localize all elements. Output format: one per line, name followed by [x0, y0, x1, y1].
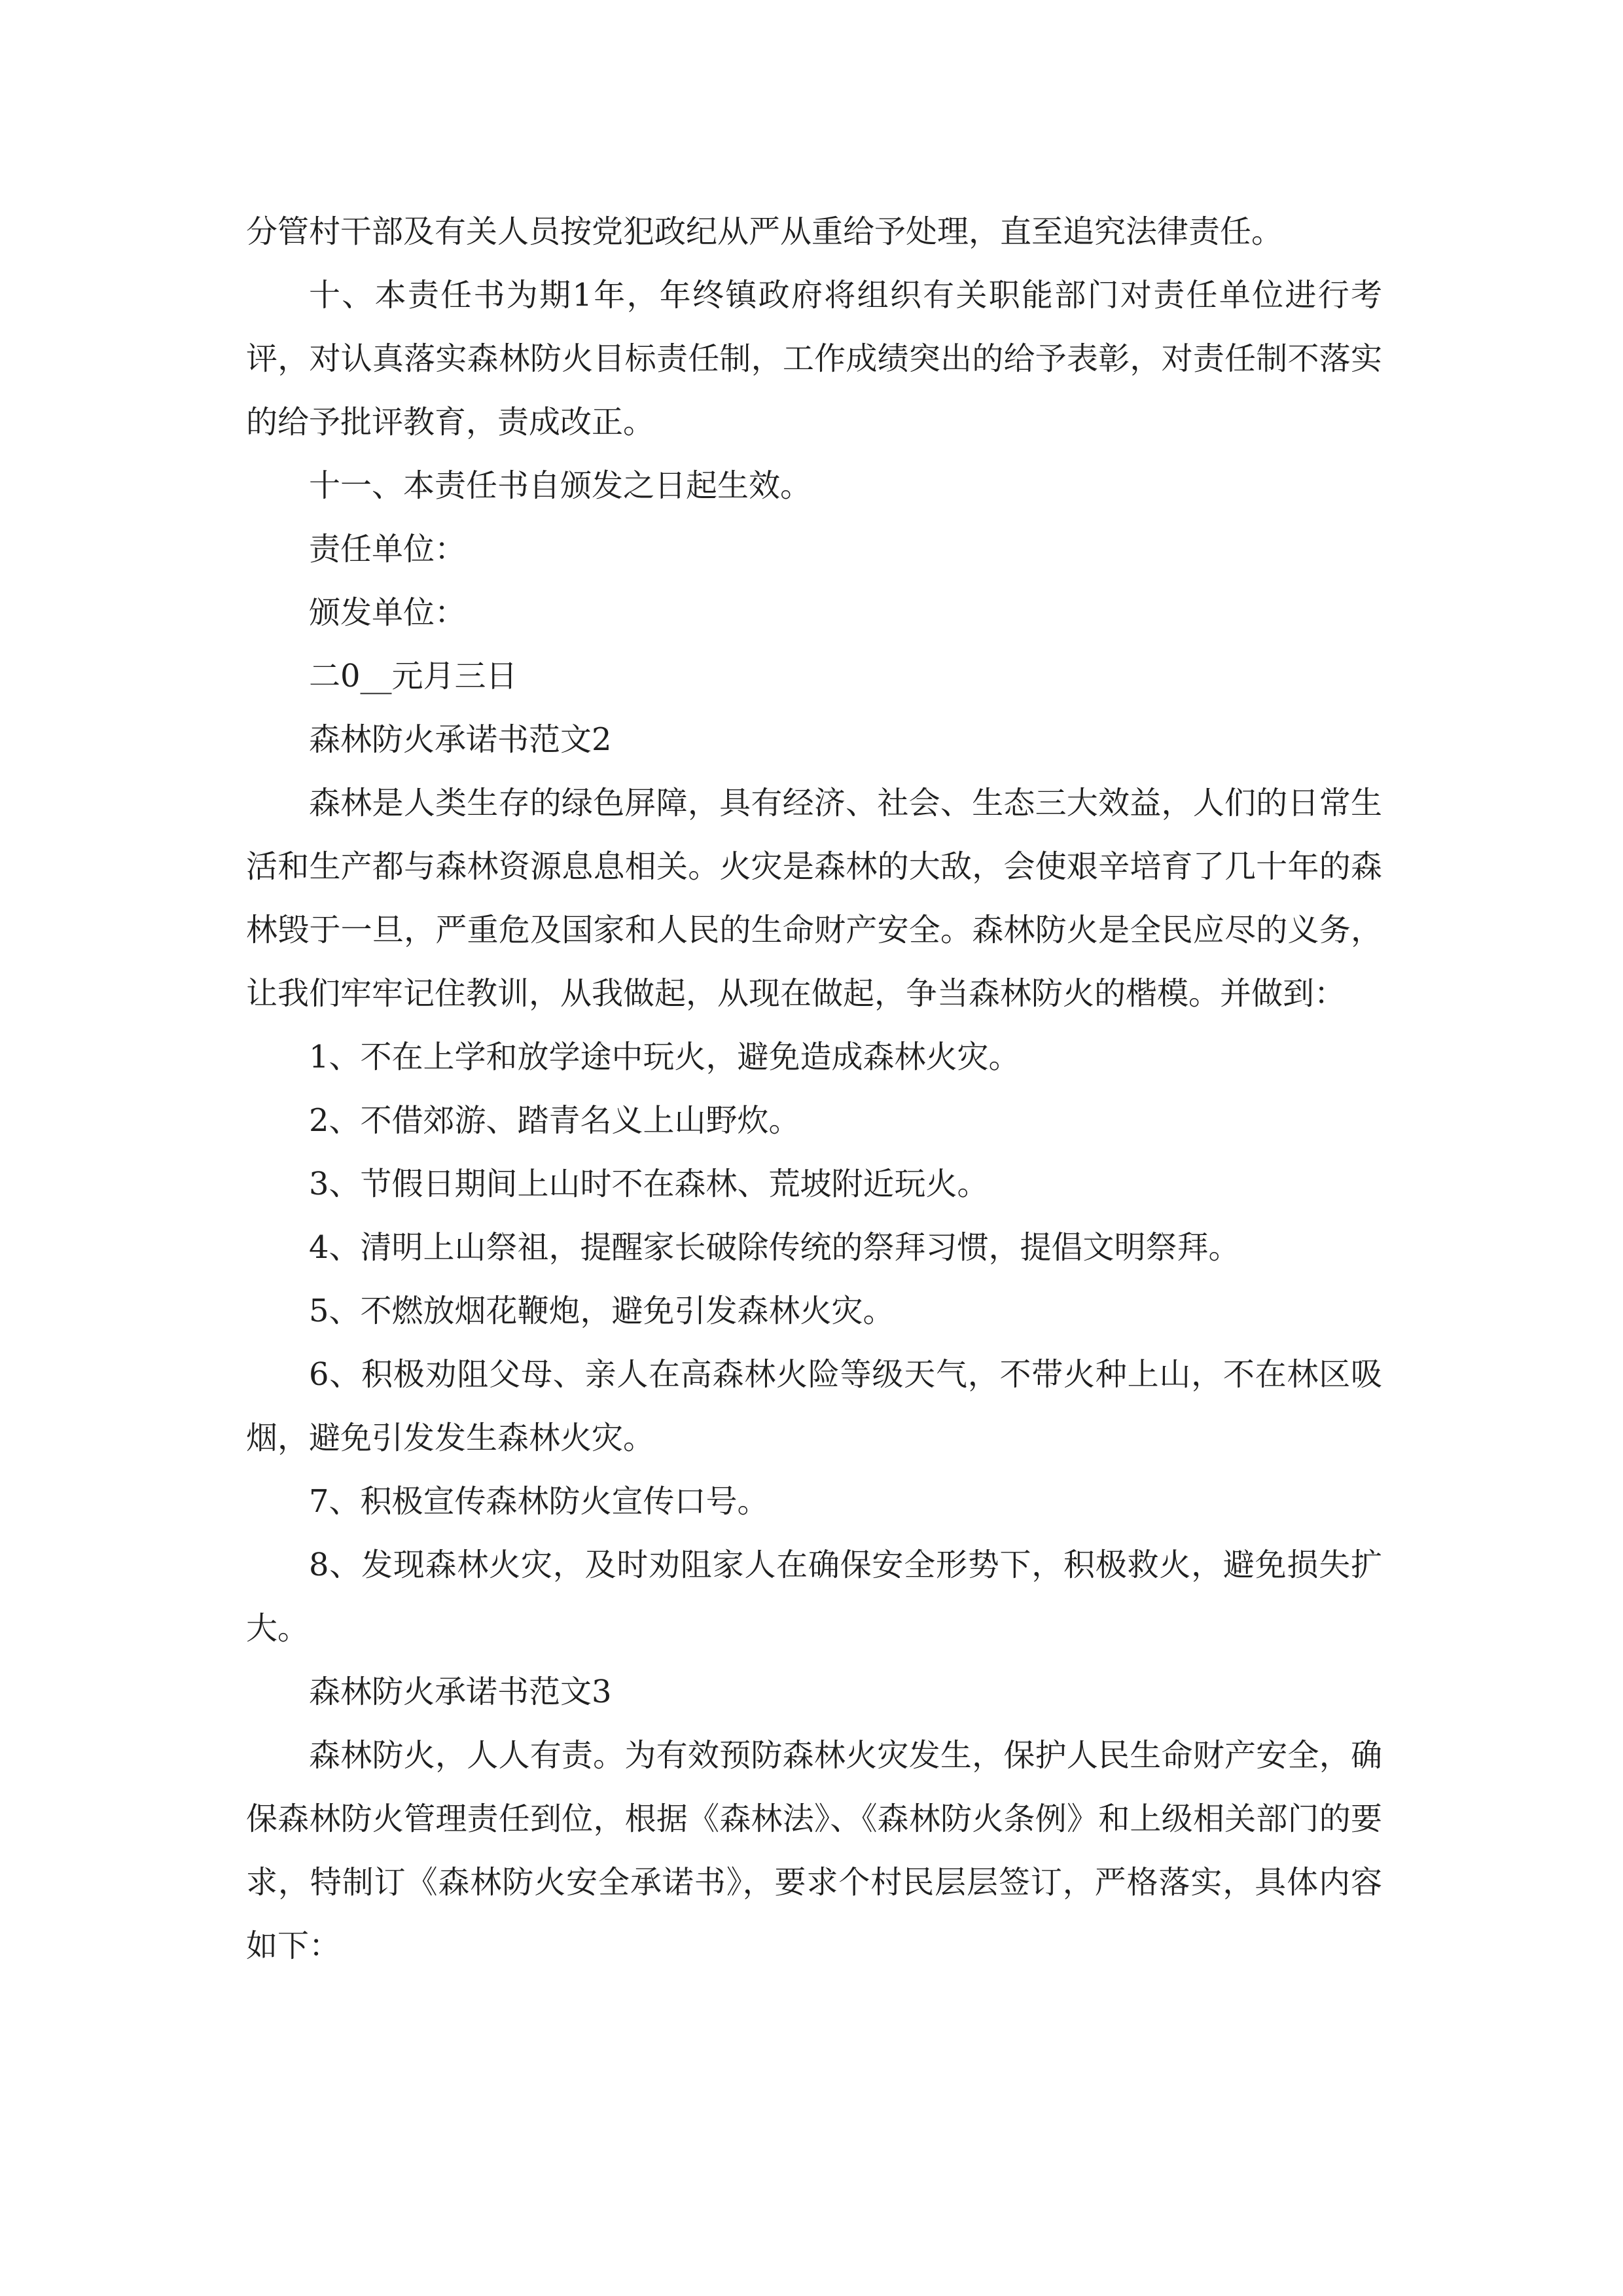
list-item-pledge-6: 6、积极劝阻父母、亲人在高森林火险等级天气，不带火种上山，不在林区吸烟，避免引发发生森林火灾。 [246, 1356, 1382, 1456]
list-item-pledge-2: 2、不借郊游、踏青名义上山野炊。 [309, 1102, 800, 1139]
document-date: 二0__元月三日 [309, 658, 518, 694]
paragraph-article-11: 十一、本责任书自颁发之日起生效。 [309, 467, 812, 504]
section-heading-sample-2: 森林防火承诺书范文2 [309, 721, 612, 758]
section-heading-sample-3: 森林防火承诺书范文3 [309, 1674, 612, 1710]
list-item-pledge-1: 1、不在上学和放学途中玩火，避免造成森林火灾。 [309, 1039, 1020, 1075]
paragraph-penalty-continuation: 分管村干部及有关人员按党犯政纪从严从重给予处理，直至追究法律责任。 [246, 213, 1283, 250]
list-item-pledge-4: 4、清明上山祭祖，提醒家长破除传统的祭拜习惯，提倡文明祭拜。 [309, 1229, 1240, 1266]
signature-responsible-unit: 责任单位： [309, 531, 467, 567]
signature-issuing-unit: 颁发单位： [309, 594, 467, 631]
paragraph-article-10: 十、本责任书为期1年，年终镇政府将组织有关职能部门对责任单位进行考评，对认真落实森林防火目标责任制，工作成绩突出的给予表彰，对责任制不落实的给予批评教育，责成改正。 [246, 277, 1382, 440]
paragraph-sample-2-intro: 森林是人类生存的绿色屏障，具有经济、社会、生态三大效益，人们的日常生活和生产都与森林资源息息相关。火灾是森林的大敌，会使艰辛培育了几十年的森林毁于一旦，严重危及国家和人民的生命财产安全。森林防火是全民应尽的义务，让我们牢牢记住教训，从我做起，从现在做起，争当森林防火的楷模。并做到： [246, 785, 1382, 1012]
list-item-pledge-7: 7、积极宣传森林防火宣传口号。 [309, 1483, 769, 1520]
paragraph-sample-3-intro: 森林防火，人人有责。为有效预防森林火灾发生，保护人民生命财产安全，确保森林防火管理责任到位，根据《森林法》、《森林防火条例》和上级相关部门的要求，特制订《森林防火安全承诺书》，要求个村民层层签订，严格落实，具体内容如下： [246, 1737, 1382, 1964]
list-item-pledge-5: 5、不燃放烟花鞭炮，避免引发森林火灾。 [309, 1293, 895, 1329]
list-item-pledge-3: 3、节假日期间上山时不在森林、荒坡附近玩火。 [309, 1166, 989, 1202]
document-body [246, 200, 1382, 1978]
list-item-pledge-8: 8、发现森林火灾，及时劝阻家人在确保安全形势下，积极救火，避免损失扩大。 [246, 1547, 1382, 1647]
